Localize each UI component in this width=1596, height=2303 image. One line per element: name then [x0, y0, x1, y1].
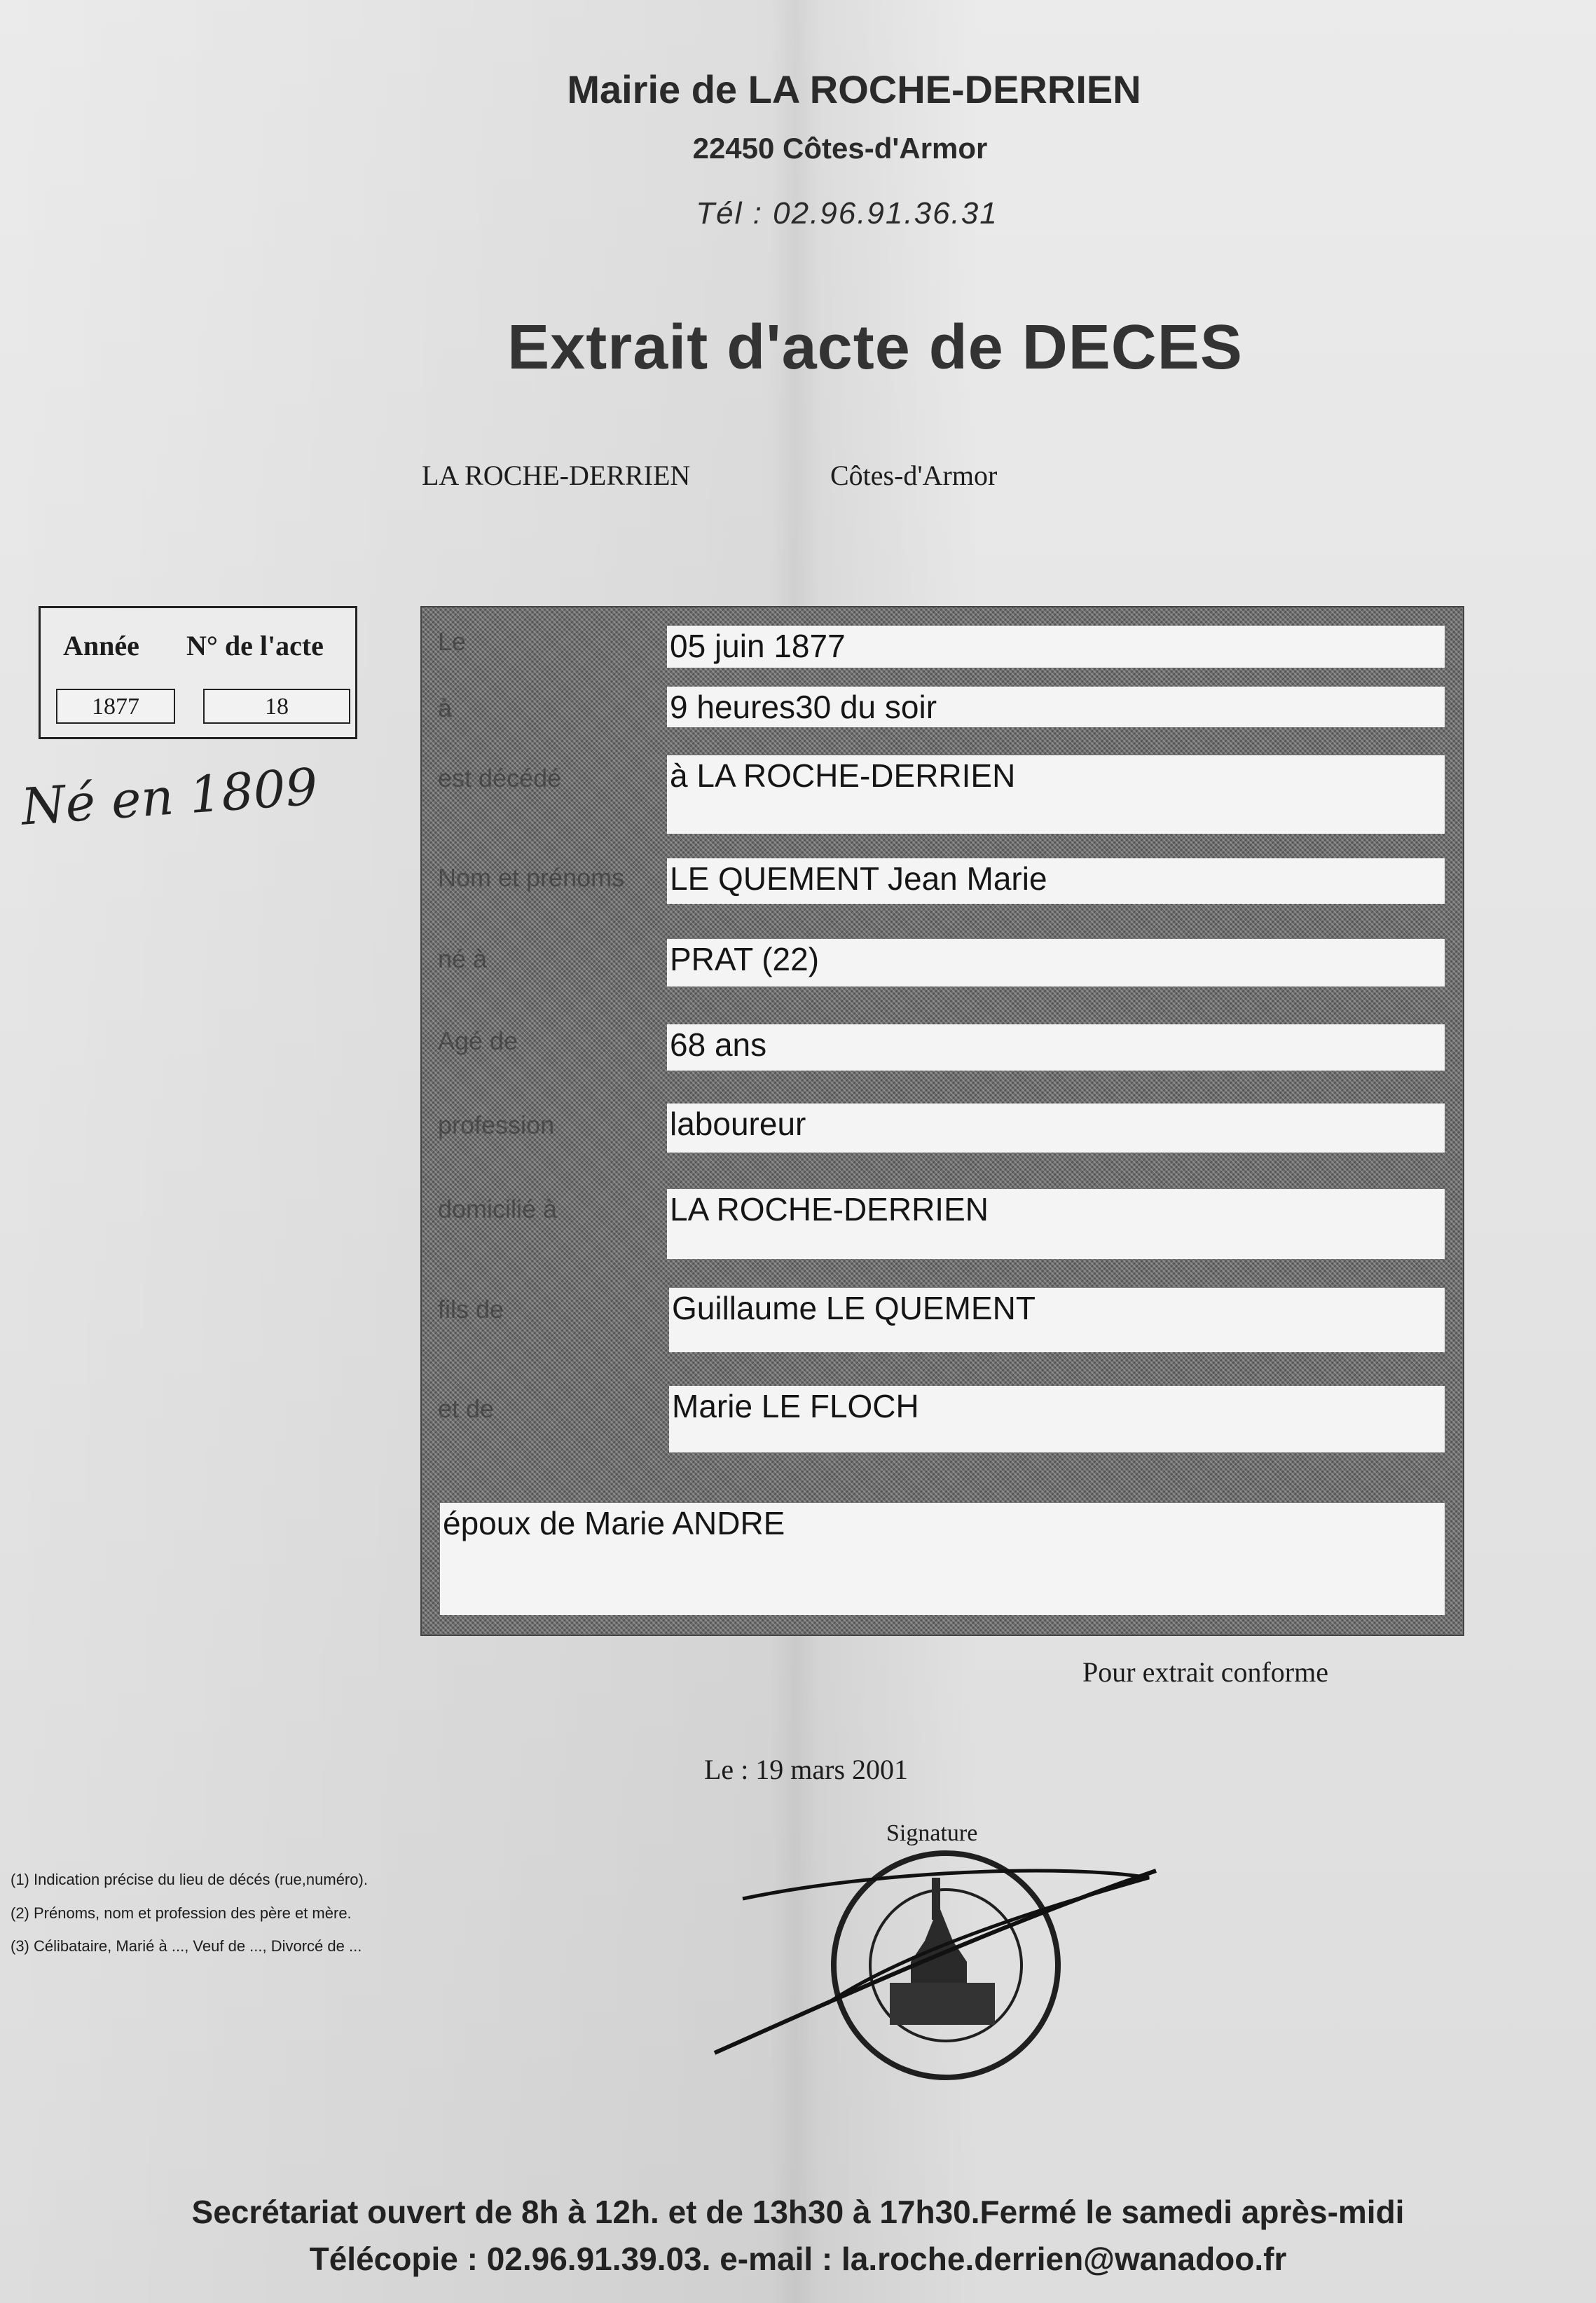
- document-title: Extrait d'acte de DECES: [507, 312, 1243, 383]
- field-label-time: à: [438, 694, 453, 722]
- department-name: Côtes-d'Armor: [830, 460, 998, 491]
- field-value-time: 9 heures30 du soir: [667, 687, 1445, 727]
- field-value-marital-status: époux de Marie ANDRE: [440, 1503, 1445, 1615]
- field-label-deceased: est décédé: [438, 764, 562, 792]
- field-value-profession: laboureur: [667, 1104, 1445, 1153]
- act-reference-box: [39, 606, 357, 739]
- field-label-birthplace: né à: [438, 944, 488, 973]
- issue-date: Le : 19 mars 2001: [704, 1754, 909, 1785]
- field-value-place-of-death: à LA ROCHE-DERRIEN: [667, 755, 1445, 834]
- phone-number: Tél : 02.96.91.36.31: [696, 196, 998, 231]
- conforme-text: Pour extrait conforme: [1082, 1656, 1328, 1688]
- field-value-mother: Marie LE FLOCH: [669, 1386, 1445, 1452]
- field-label-age: Agé de: [438, 1026, 518, 1055]
- year-value: 1877: [56, 689, 175, 724]
- field-value-age: 68 ans: [667, 1024, 1445, 1071]
- commune-name: LA ROCHE-DERRIEN: [422, 460, 691, 491]
- office-hours: Secrétariat ouvert de 8h à 12h. et de 13h30 à 17h30.Fermé le samedi après-midi: [191, 2194, 1405, 2230]
- field-value-residence: LA ROCHE-DERRIEN: [667, 1189, 1445, 1259]
- field-value-birthplace: PRAT (22): [667, 939, 1445, 986]
- field-label-name: Nom et prénoms: [438, 863, 625, 892]
- fax-email: Télécopie : 02.96.91.39.03. e-mail : la.roche.derrien@wanadoo.fr: [309, 2241, 1287, 2277]
- field-value-date: 05 juin 1877: [667, 626, 1445, 668]
- mairie-title: Mairie de LA ROCHE-DERRIEN: [567, 67, 1141, 111]
- field-label-residence: domicilié à: [438, 1195, 558, 1223]
- field-label-mother: et de: [438, 1394, 495, 1423]
- field-label-date: Le: [438, 627, 467, 656]
- footnote-3: (3) Célibataire, Marié à ..., Veuf de ..., Divorcé de ...: [11, 1937, 362, 1955]
- act-number-label: N° de l'acte: [186, 630, 324, 661]
- handwritten-note: Né en 1809: [19, 757, 320, 837]
- field-value-name: LE QUEMENT Jean Marie: [667, 858, 1445, 904]
- signature-label: Signature: [886, 1820, 978, 1846]
- footnote-2: (2) Prénoms, nom et profession des père et mère.: [11, 1904, 352, 1922]
- act-number-value: 18: [203, 689, 350, 724]
- postal-address: 22450 Côtes-d'Armor: [692, 132, 988, 165]
- mairie-stamp: [701, 1822, 1177, 2088]
- field-value-father: Guillaume LE QUEMENT: [669, 1288, 1445, 1352]
- field-label-father: fils de: [438, 1295, 504, 1324]
- year-label: Année: [63, 630, 139, 661]
- footnote-1: (1) Indication précise du lieu de décés (rue,numéro).: [11, 1871, 368, 1888]
- field-label-profession: profession: [438, 1111, 555, 1139]
